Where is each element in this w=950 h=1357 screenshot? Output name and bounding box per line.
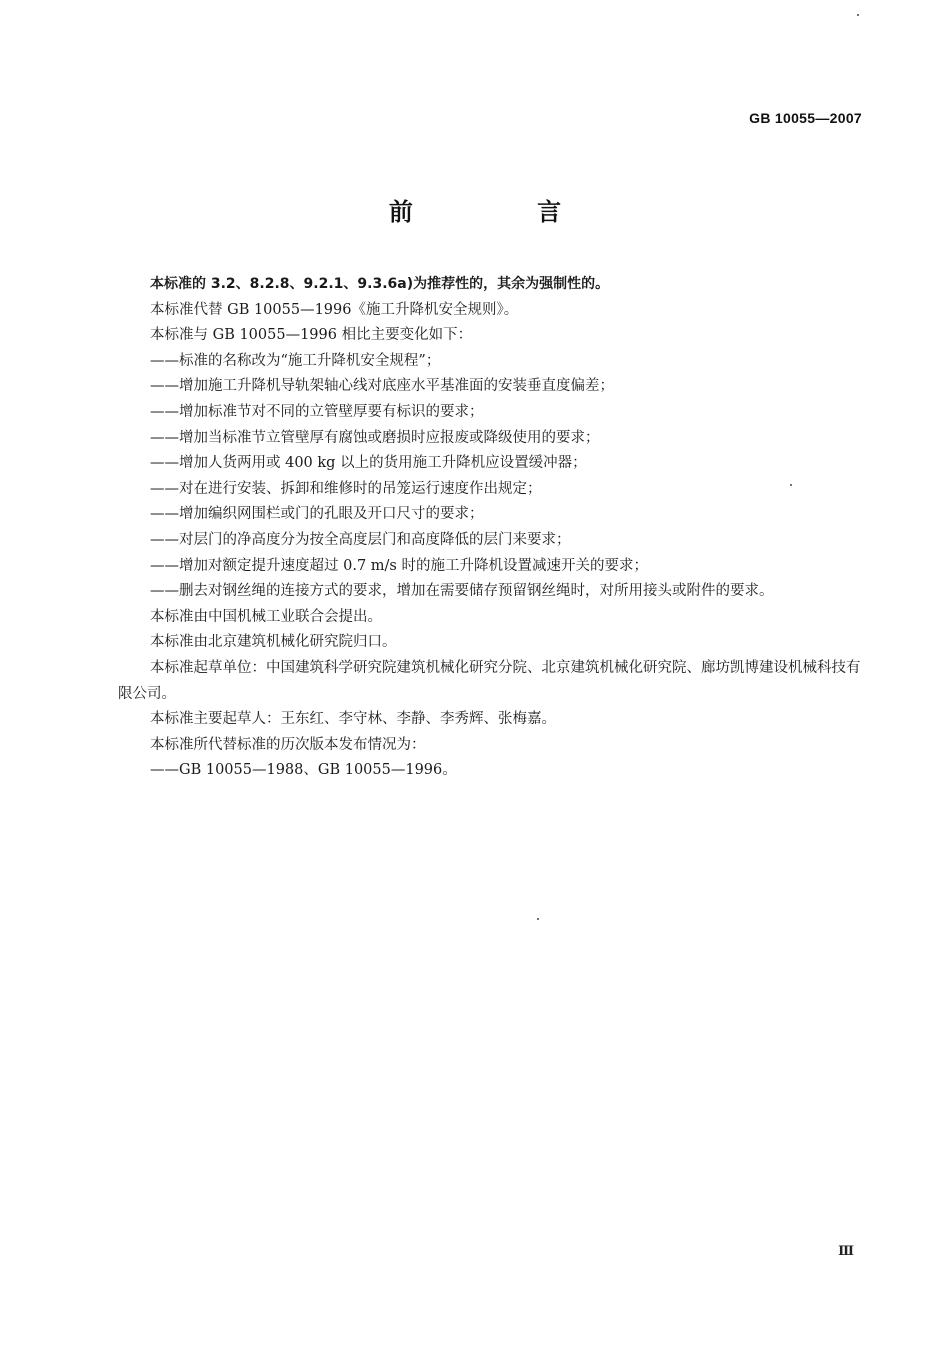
paragraph-proposed-by: 本标准由中国机械工业联合会提出。 — [150, 608, 382, 625]
change-item: ——增加标准节对不同的立管壁厚要有标识的要求； — [150, 403, 484, 420]
scan-speck — [537, 918, 539, 920]
change-item: ——删去对钢丝绳的连接方式的要求，增加在需要储存预留钢丝绳时，对所用接头或附件的要求。 — [150, 583, 774, 600]
scan-speck — [790, 484, 792, 486]
change-item: ——标准的名称改为“施工升降机安全规程”； — [150, 352, 441, 369]
paragraph-history-intro: 本标准所代替标准的历次版本发布情况为： — [150, 736, 426, 753]
paragraph-centralized-by: 本标准由北京建筑机械化研究院归口。 — [150, 634, 397, 651]
scan-speck — [857, 14, 859, 16]
change-item: ——增加人货两用或 400 kg 以上的货用施工升降机应设置缓冲器； — [150, 455, 587, 472]
change-item: ——对层门的净高度分为按全高度层门和高度降低的层门来要求； — [150, 531, 571, 548]
change-item: ——增加当标准节立管壁厚有腐蚀或磨损时应报废或降级使用的要求； — [150, 429, 600, 446]
paragraph-replaces: 本标准代替 GB 10055—1996《施工升降机安全规则》。 — [150, 301, 519, 318]
paragraph-history-versions: ——GB 10055—1988、GB 10055—1996。 — [150, 762, 457, 779]
change-item: ——增加编织网围栏或门的孔眼及开口尺寸的要求； — [150, 506, 484, 523]
paragraph-drafters: 本标准主要起草人：王东红、李守林、李静、李秀辉、张梅嘉。 — [150, 711, 556, 728]
standard-number: GB 10055—2007 — [749, 110, 862, 126]
change-item: ——增加对额定提升速度超过 0.7 m/s 时的施工升降机设置减速开关的要求； — [150, 557, 648, 574]
foreword-body — [118, 272, 866, 784]
paragraph-changes-intro: 本标准与 GB 10055—1996 相比主要变化如下： — [150, 327, 473, 344]
page-number: Ⅲ — [838, 1244, 854, 1259]
paragraph-recommended-clauses: 本标准的 3.2、8.2.8、9.2.1、9.3.6a)为推荐性的，其余为强制性的。 — [150, 276, 610, 292]
change-item: ——对在进行安装、拆卸和维修时的吊笼运行速度作出规定； — [150, 480, 542, 497]
change-item: ——增加施工升降机导轨架轴心线对底座水平基准面的安装垂直度偏差； — [150, 378, 614, 395]
page-title: 前 言 — [388, 198, 620, 226]
paragraph-drafting-units: 本标准起草单位：中国建筑科学研究院建筑机械化研究分院、北京建筑机械化研究院、廊坊凯博建设机械科技有限公司。 — [118, 659, 861, 702]
